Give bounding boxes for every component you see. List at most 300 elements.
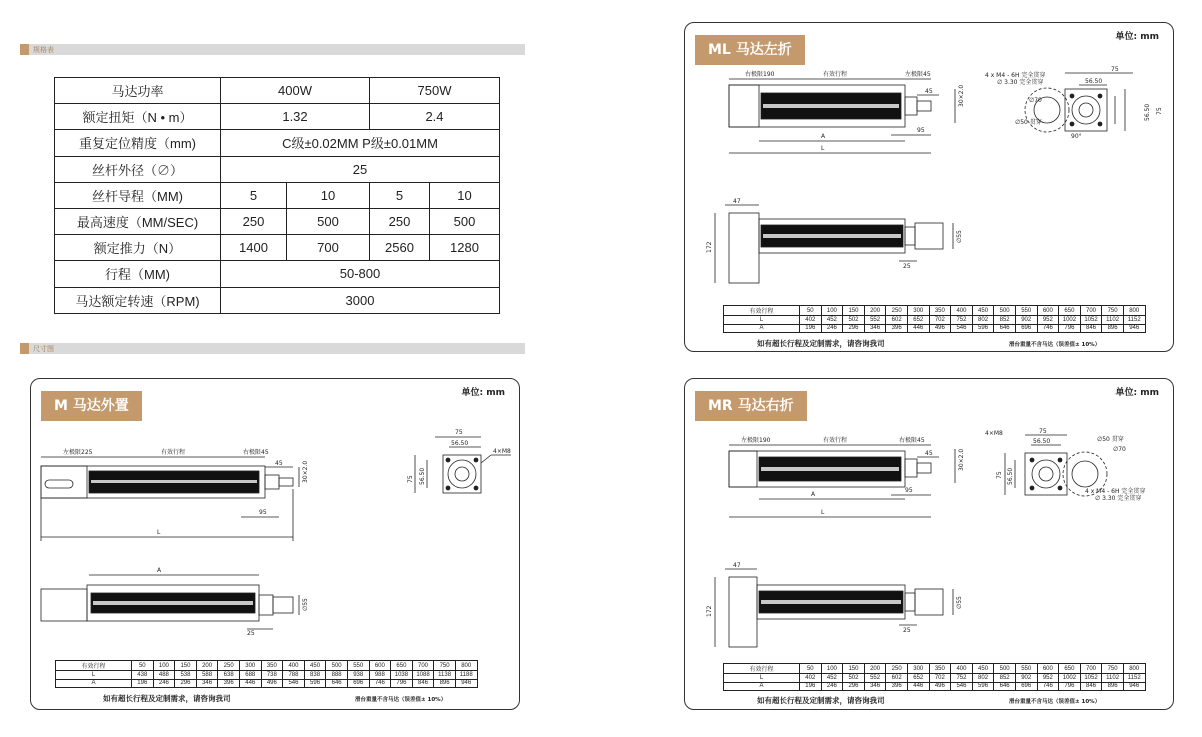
accuracy-value: C级±0.02MM P级±0.01MM — [221, 130, 500, 156]
table-cell: A — [724, 324, 800, 333]
ml-shaft-dim: 30×2.0 — [958, 84, 965, 107]
table-cell: 902 — [1015, 316, 1037, 325]
table-cell: 650 — [1059, 664, 1081, 674]
rated-thrust-label: 额定推力（N） — [55, 235, 221, 261]
table-cell: 150 — [843, 306, 865, 316]
mr-hole-note: ∅ 3.30 完全贯穿 — [1095, 495, 1142, 502]
table-cell: 602 — [886, 316, 908, 325]
m-shaft — [279, 478, 293, 486]
panel-mr-title: MR 马达右折 — [695, 391, 807, 421]
table-cell: 938 — [347, 671, 369, 680]
table-cell: 400 — [951, 306, 973, 316]
rated-rpm-value: 3000 — [221, 287, 500, 313]
table-cell: 688 — [239, 671, 261, 680]
table-cell: 1002 — [1059, 316, 1081, 325]
ml-d95: 95 — [917, 127, 925, 134]
dim-section-title: 尺寸图 — [33, 344, 54, 353]
m-bolt: 4×M8 — [493, 448, 511, 455]
table-cell: 250 — [221, 208, 287, 234]
spec-section-title: 规格表 — [33, 45, 54, 54]
table-cell: 10 — [430, 182, 500, 208]
table-cell: A — [724, 682, 800, 691]
table-row — [55, 287, 500, 313]
table-cell: 400 — [951, 664, 973, 674]
table-cell: 502 — [843, 316, 865, 325]
table-cell: 652 — [907, 316, 929, 325]
table-cell: 500 — [994, 664, 1016, 674]
table-cell: 1052 — [1080, 316, 1102, 325]
table-cell: 852 — [994, 674, 1016, 683]
ml-L: L — [821, 145, 825, 152]
table-cell: 1102 — [1102, 674, 1124, 683]
ml-d5650v: 56.50 — [1144, 103, 1151, 121]
table-cell: 700 — [412, 661, 434, 671]
stroke-label: 行程（MM) — [55, 261, 221, 287]
mr-drawing — [685, 379, 1175, 711]
table-cell: 2560 — [370, 235, 430, 261]
table-cell: 538 — [175, 671, 197, 680]
table-cell: 888 — [326, 671, 348, 680]
table-cell: 546 — [951, 682, 973, 691]
table-cell: 250 — [886, 306, 908, 316]
table-cell: 1138 — [434, 671, 456, 680]
max-speed-label: 最高速度（MM/SEC) — [55, 208, 221, 234]
table-row — [55, 78, 500, 104]
table-cell: 596 — [304, 679, 326, 688]
section-marker — [20, 343, 29, 354]
mr-d5650v: 56.50 — [1007, 467, 1014, 485]
table-cell: 500 — [326, 661, 348, 671]
mr-right-limit: 右极限45 — [899, 437, 925, 444]
table-cell: 150 — [175, 661, 197, 671]
table-cell: 402 — [800, 674, 822, 683]
table-row — [55, 261, 500, 287]
table-cell: 1280 — [430, 235, 500, 261]
mr-side-housing — [905, 593, 915, 611]
ml-d172: 172 — [706, 241, 713, 253]
table-cell: 646 — [994, 682, 1016, 691]
table-cell: 552 — [864, 316, 886, 325]
torque-750w: 2.4 — [370, 104, 500, 130]
custom-note: 如有超长行程及定制需求，请咨询我司 — [103, 694, 231, 703]
table-cell: 500 — [994, 306, 1016, 316]
table-cell: 300 — [907, 664, 929, 674]
table-row — [55, 156, 500, 182]
accuracy-label: 重复定位精度（mm) — [55, 130, 221, 156]
table-cell: 488 — [153, 671, 175, 680]
table-cell: 396 — [218, 679, 240, 688]
ml-d55: ∅55 — [956, 230, 963, 243]
mr-d55: ∅55 — [956, 596, 963, 609]
panel-mr-right-fold — [684, 378, 1174, 710]
ml-d5650: 56.50 — [1085, 78, 1103, 85]
table-cell: 896 — [1102, 324, 1124, 333]
table-cell: 346 — [864, 324, 886, 333]
table-cell: 1052 — [1080, 674, 1102, 683]
table-cell: 752 — [951, 674, 973, 683]
table-cell: 50 — [132, 661, 154, 671]
table-cell: 200 — [864, 664, 886, 674]
table-cell: 502 — [843, 674, 865, 683]
table-row — [724, 316, 1146, 325]
ml-d70: ∅70 — [1029, 97, 1042, 104]
m-rail-stripe — [91, 480, 257, 483]
table-row — [724, 664, 1146, 674]
ml-effective: 有效行程 — [823, 71, 848, 78]
ml-left-limit: 左极限45 — [905, 71, 931, 78]
mr-housing — [905, 459, 917, 477]
panel-ml-title: ML 马达左折 — [695, 35, 805, 65]
table-row — [56, 671, 478, 680]
mr-d45: 45 — [925, 450, 933, 457]
table-cell: 300 — [239, 661, 261, 671]
ml-side-housing — [905, 227, 915, 245]
table-cell: 300 — [907, 306, 929, 316]
table-cell: 1188 — [455, 671, 477, 680]
table-cell: 546 — [283, 679, 305, 688]
table-cell: 602 — [886, 674, 908, 683]
mr-d95: 95 — [905, 487, 913, 494]
table-row — [55, 104, 500, 130]
table-cell: L — [724, 316, 800, 325]
table-cell: 452 — [821, 316, 843, 325]
table-cell: 852 — [994, 316, 1016, 325]
spec-table — [54, 77, 500, 314]
table-cell: 446 — [907, 682, 929, 691]
table-cell: 546 — [951, 324, 973, 333]
m-shaft-housing — [265, 475, 279, 489]
screw-diameter-value: 25 — [221, 156, 500, 182]
table-cell: 746 — [1037, 324, 1059, 333]
table-cell: 846 — [1080, 324, 1102, 333]
m-d5650: 56.50 — [451, 440, 469, 447]
mr-L: L — [821, 509, 825, 516]
table-cell: 346 — [864, 682, 886, 691]
table-cell: 550 — [1015, 664, 1037, 674]
table-cell: 700 — [1080, 306, 1102, 316]
table-cell: 100 — [821, 664, 843, 674]
m-motor-end — [41, 466, 87, 498]
table-cell: 946 — [455, 679, 477, 688]
m-d75v: 75 — [407, 475, 414, 483]
torque-400w: 1.32 — [221, 104, 370, 130]
m-d75: 75 — [455, 429, 463, 436]
mr-d70: ∅70 — [1113, 446, 1126, 453]
table-cell: 638 — [218, 671, 240, 680]
mr-bolt-note: 4 x M4 - 6H 完全贯穿 — [1085, 488, 1146, 495]
table-cell: 650 — [391, 661, 413, 671]
table-cell: 246 — [821, 682, 843, 691]
motor-power-label: 马达功率 — [55, 78, 221, 104]
mr-shaft — [917, 463, 931, 473]
table-row — [724, 324, 1146, 333]
table-cell: 438 — [132, 671, 154, 680]
mr-d5650: 56.50 — [1033, 438, 1051, 445]
table-row — [724, 306, 1146, 316]
table-cell: 100 — [153, 661, 175, 671]
table-cell: 250 — [370, 208, 430, 234]
table-cell: 796 — [1059, 682, 1081, 691]
table-cell: 600 — [1037, 664, 1059, 674]
mr-d172: 172 — [706, 605, 713, 617]
ml-end-block — [729, 85, 759, 127]
table-cell: 752 — [951, 316, 973, 325]
mr-d47: 47 — [733, 562, 741, 569]
table-cell: 450 — [304, 661, 326, 671]
table-cell: 952 — [1037, 316, 1059, 325]
spec-section-bar — [20, 44, 525, 55]
m-side-motor-end — [41, 589, 87, 621]
m-side-shaft — [273, 597, 293, 613]
table-cell: 196 — [800, 324, 822, 333]
table-cell: 1002 — [1059, 674, 1081, 683]
table-cell: 50 — [800, 306, 822, 316]
table-cell: 1152 — [1123, 674, 1145, 683]
mr-d75v: 75 — [996, 471, 1003, 479]
table-cell: 有效行程 — [724, 306, 800, 316]
table-cell: 350 — [261, 661, 283, 671]
table-cell: 500 — [287, 208, 370, 234]
table-cell: A — [56, 679, 132, 688]
table-cell: 846 — [1080, 682, 1102, 691]
m-right-limit: 右极限45 — [243, 449, 269, 456]
dim-section-bar — [20, 343, 525, 354]
ml-angle: 90° — [1071, 133, 1082, 140]
unit-label: 单位: mm — [461, 388, 505, 398]
ml-bolt-note: 4 x M4 - 6H 完全贯穿 — [985, 72, 1046, 79]
table-cell: 1102 — [1102, 316, 1124, 325]
table-cell: 296 — [175, 679, 197, 688]
table-cell: 800 — [1123, 664, 1145, 674]
table-cell: 946 — [1123, 324, 1145, 333]
ml-d50: ∅50 贯穿 — [1015, 119, 1042, 126]
table-cell: 496 — [929, 682, 951, 691]
m-d55: ∅55 — [302, 598, 309, 611]
table-cell: 350 — [929, 664, 951, 674]
power-750w: 750W — [370, 78, 500, 104]
custom-note: 如有超长行程及定制需求，请咨询我司 — [757, 339, 885, 348]
unit-label: 单位: mm — [1115, 32, 1159, 42]
ml-hole-note: ∅ 3.30 完全贯穿 — [997, 79, 1044, 86]
ml-d47: 47 — [733, 198, 741, 205]
mr-left-limit: 左极限190 — [741, 437, 771, 444]
table-row — [724, 682, 1146, 691]
table-cell: 700 — [1080, 664, 1102, 674]
table-cell: 796 — [391, 679, 413, 688]
table-cell: 1038 — [391, 671, 413, 680]
table-cell: 600 — [369, 661, 391, 671]
m-side-housing — [259, 595, 273, 615]
table-cell: 250 — [886, 664, 908, 674]
table-row — [55, 182, 500, 208]
custom-note: 如有超长行程及定制需求，请咨询我司 — [757, 696, 885, 705]
table-cell: 1400 — [221, 235, 287, 261]
table-cell: 838 — [304, 671, 326, 680]
table-cell: 246 — [821, 324, 843, 333]
table-cell: 5 — [370, 182, 430, 208]
table-cell: 496 — [929, 324, 951, 333]
table-cell: 946 — [1123, 682, 1145, 691]
mr-side-block — [729, 577, 757, 647]
table-cell: 952 — [1037, 674, 1059, 683]
m-shaft-dim: 30×2.0 — [302, 460, 309, 483]
ml-d75: 75 — [1111, 66, 1119, 73]
m-left-limit: 左极限225 — [63, 449, 93, 456]
table-cell: 746 — [1037, 682, 1059, 691]
table-cell: 788 — [283, 671, 305, 680]
table-cell: 750 — [1102, 306, 1124, 316]
table-cell: 902 — [1015, 674, 1037, 683]
weight-note: 滑台重量不含马达（误差值± 10%） — [1009, 342, 1101, 348]
table-cell: 746 — [369, 679, 391, 688]
m-d45: 45 — [275, 460, 283, 467]
mr-effective: 有效行程 — [823, 437, 848, 444]
mr-side-shaft — [915, 589, 943, 615]
stroke-table-ml — [723, 305, 1146, 333]
table-row — [55, 235, 500, 261]
table-cell: 200 — [864, 306, 886, 316]
table-cell: 446 — [239, 679, 261, 688]
table-cell: L — [724, 674, 800, 683]
table-row — [724, 674, 1146, 683]
table-cell: 450 — [972, 306, 994, 316]
m-d25: 25 — [247, 630, 255, 637]
table-cell: 596 — [972, 324, 994, 333]
table-cell: 702 — [929, 316, 951, 325]
ml-drawing — [685, 23, 1175, 353]
table-cell: 346 — [196, 679, 218, 688]
unit-label: 单位: mm — [1115, 388, 1159, 398]
table-cell: 588 — [196, 671, 218, 680]
table-cell: 496 — [261, 679, 283, 688]
weight-note: 滑台重量不含马达（误差值± 10%） — [355, 697, 447, 703]
table-cell: 800 — [1123, 306, 1145, 316]
ml-d45: 45 — [925, 88, 933, 95]
table-row — [55, 208, 500, 234]
table-cell: 396 — [886, 682, 908, 691]
weight-note: 滑台重量不含马达（误差值± 10%） — [1009, 699, 1101, 705]
table-cell: 550 — [1015, 306, 1037, 316]
table-cell: 452 — [821, 674, 843, 683]
table-cell: 696 — [347, 679, 369, 688]
table-row — [55, 130, 500, 156]
table-cell: 646 — [326, 679, 348, 688]
table-cell: 250 — [218, 661, 240, 671]
m-d5650v: 56.50 — [419, 467, 426, 485]
table-cell: 有效行程 — [724, 664, 800, 674]
ml-housing — [905, 97, 917, 115]
table-cell: 750 — [1102, 664, 1124, 674]
mr-bolt: 4×M8 — [985, 430, 1003, 437]
table-cell: 896 — [434, 679, 456, 688]
table-cell: 800 — [455, 661, 477, 671]
table-cell: 296 — [843, 682, 865, 691]
ml-d75v: 75 — [1156, 107, 1163, 115]
table-cell: 196 — [132, 679, 154, 688]
table-cell: 446 — [907, 324, 929, 333]
table-cell: 596 — [972, 682, 994, 691]
table-cell: 650 — [1059, 306, 1081, 316]
table-cell: 196 — [800, 682, 822, 691]
ml-side-block — [729, 213, 759, 283]
table-cell: 246 — [153, 679, 175, 688]
table-cell: 有效行程 — [56, 661, 132, 671]
table-cell: 600 — [1037, 306, 1059, 316]
table-cell: 350 — [929, 306, 951, 316]
m-A: A — [157, 567, 162, 574]
table-cell: 1152 — [1123, 316, 1145, 325]
table-cell: 802 — [972, 316, 994, 325]
m-d95: 95 — [259, 509, 267, 516]
m-slot — [45, 480, 73, 488]
m-end-circle-outer — [448, 460, 476, 488]
ml-shaft — [917, 101, 931, 111]
panel-m-external-motor — [30, 378, 520, 710]
table-cell: 550 — [347, 661, 369, 671]
table-cell: 802 — [972, 674, 994, 683]
rated-rpm-label: 马达额定转速（RPM) — [55, 287, 221, 313]
stroke-table-m — [55, 660, 478, 688]
table-cell: 450 — [972, 664, 994, 674]
power-400w: 400W — [221, 78, 370, 104]
table-cell: 696 — [1015, 682, 1037, 691]
stroke-value: 50-800 — [221, 261, 500, 287]
table-cell: L — [56, 671, 132, 680]
mr-shaft-dim: 30×2.0 — [958, 448, 965, 471]
table-cell: 702 — [929, 674, 951, 683]
ml-A: A — [821, 133, 826, 140]
mr-d75: 75 — [1039, 428, 1047, 435]
table-cell: 896 — [1102, 682, 1124, 691]
table-cell: 5 — [221, 182, 287, 208]
ml-d25: 25 — [903, 263, 911, 270]
table-cell: 402 — [800, 316, 822, 325]
table-cell: 796 — [1059, 324, 1081, 333]
table-cell: 652 — [907, 674, 929, 683]
table-cell: 396 — [886, 324, 908, 333]
screw-lead-label: 丝杆导程（MM) — [55, 182, 221, 208]
panel-ml-left-fold — [684, 22, 1174, 352]
ml-side-shaft — [915, 223, 943, 249]
table-cell: 988 — [369, 671, 391, 680]
table-cell: 100 — [821, 306, 843, 316]
table-cell: 552 — [864, 674, 886, 683]
m-effective: 有效行程 — [161, 449, 186, 456]
table-cell: 700 — [287, 235, 370, 261]
table-row — [56, 661, 478, 671]
mr-A: A — [811, 491, 816, 498]
table-cell: 400 — [283, 661, 305, 671]
table-row — [56, 679, 478, 688]
table-cell: 200 — [196, 661, 218, 671]
stroke-table-mr — [723, 663, 1146, 691]
mr-end-block — [729, 451, 757, 487]
m-end-circle-inner — [455, 467, 469, 481]
rated-torque-label: 额定扭矩（N • m） — [55, 104, 221, 130]
table-cell: 150 — [843, 664, 865, 674]
table-cell: 646 — [994, 324, 1016, 333]
panel-m-title: M 马达外置 — [41, 391, 142, 421]
table-cell: 696 — [1015, 324, 1037, 333]
ml-right-limit: 右极限190 — [745, 71, 775, 78]
table-cell: 738 — [261, 671, 283, 680]
table-cell: 1088 — [412, 671, 434, 680]
table-cell: 500 — [430, 208, 500, 234]
table-cell: 10 — [287, 182, 370, 208]
table-cell: 846 — [412, 679, 434, 688]
table-cell: 296 — [843, 324, 865, 333]
screw-diameter-label: 丝杆外径（∅） — [55, 156, 221, 182]
